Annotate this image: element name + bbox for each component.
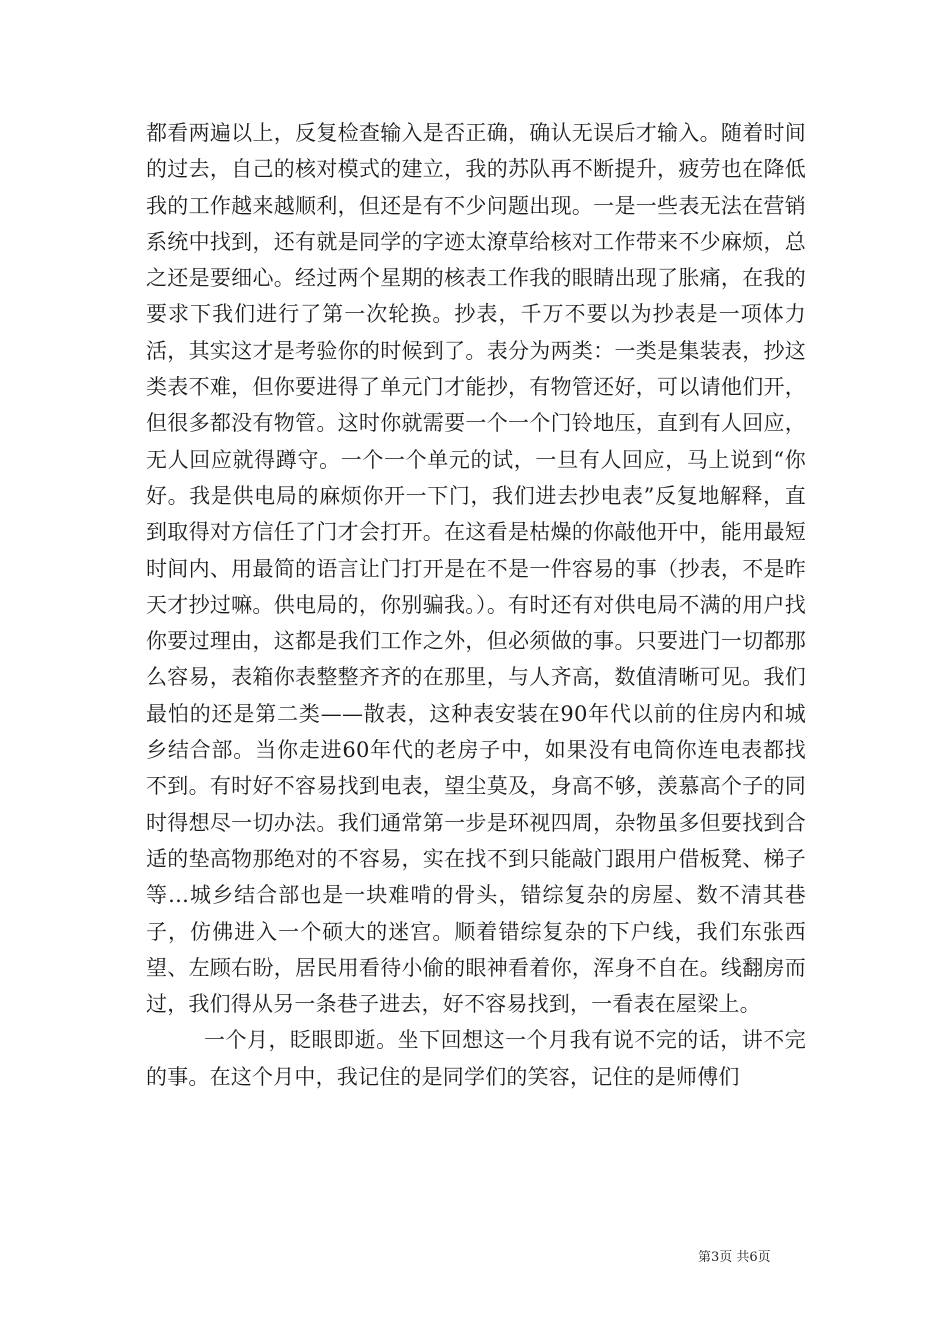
paragraph-1: 都看两遍以上，反复检查输入是否正确，确认无误后才输入。随着时间的过去，自己的核对模式的建立，我的苏队再不断提升，疲劳也在降低我的工作越来越顺利，但还是有不少问题出现。一是一些表无法在营销系统中找到，还有就是同学的字迹太潦草给核对工作带来不少麻烦，总之还是要细心。经过两个星期的核表工作我的眼睛出现了胀痛，在我的要求下我们进行了第一次轮换。抄表，千万不要以为抄表是一项体力活，其实这才是考验你的时候到了。表分为两类：一类是集装表，抄这类表不难，但你要进得了单元门才能抄，有物管还好，可以请他们开，但很多都没有物管。这时你就需要一个一个门铃地压，直到有人回应，无人回应就得蹲守。一个一个单元的试，一旦有人回应，马上说到“你好。我是供电局的麻烦你开一下门，我们进去抄电表”反复地解释，直到取得对方信任了门才会打开。在这看是枯燥的你敲他开中，能用最短时间内、用最简的语言让门打开是在不是一件容易的事（抄表，不是昨天才抄过嘛。供电局的，你别骗我。）。有时还有对供电局不满的用户找你要过理由，这都是我们工作之外，但必须做的事。只要进门一切都那么容易，表箱你表整整齐齐的在那里，与人齐高，数值清晰可见。我们最怕的还是第二类——散表，这种表安装在90年代以前的住房内和城乡结合部。当你走进60年代的老房子中，如果没有电筒你连电表都找不到。有时好不容易找到电表，望尘莫及，身高不够，羡慕高个子的同时得想尽一切办法。我们通常第一步是环视四周，杂物虽多但要找到合适的垫高物那绝对的不容易，实在找不到只能敲门跟用户借板凳、梯子等…城乡结合部也是一块难啃的骨头，错综复杂的房屋、数不清其巷子，仿佛进入一个硕大的迷宫。顺着错综复杂的下户线，我们东张西望、左顾右盼，居民用看待小偷的眼神看着你，浑身不自在。线翻房而过，我们得从另一条巷子进去，好不容易找到，一看表在屋梁上。: [146, 121, 806, 1017]
body-text: [146, 115, 806, 1095]
page-number-footer: 第3页 共6页: [698, 1250, 771, 1265]
paragraph-2: 一个月，眨眼即逝。坐下回想这一个月我有说不完的话，讲不完的事。在这个月中，我记住的是同学们的笑容，记住的是师傅们: [146, 1028, 806, 1089]
